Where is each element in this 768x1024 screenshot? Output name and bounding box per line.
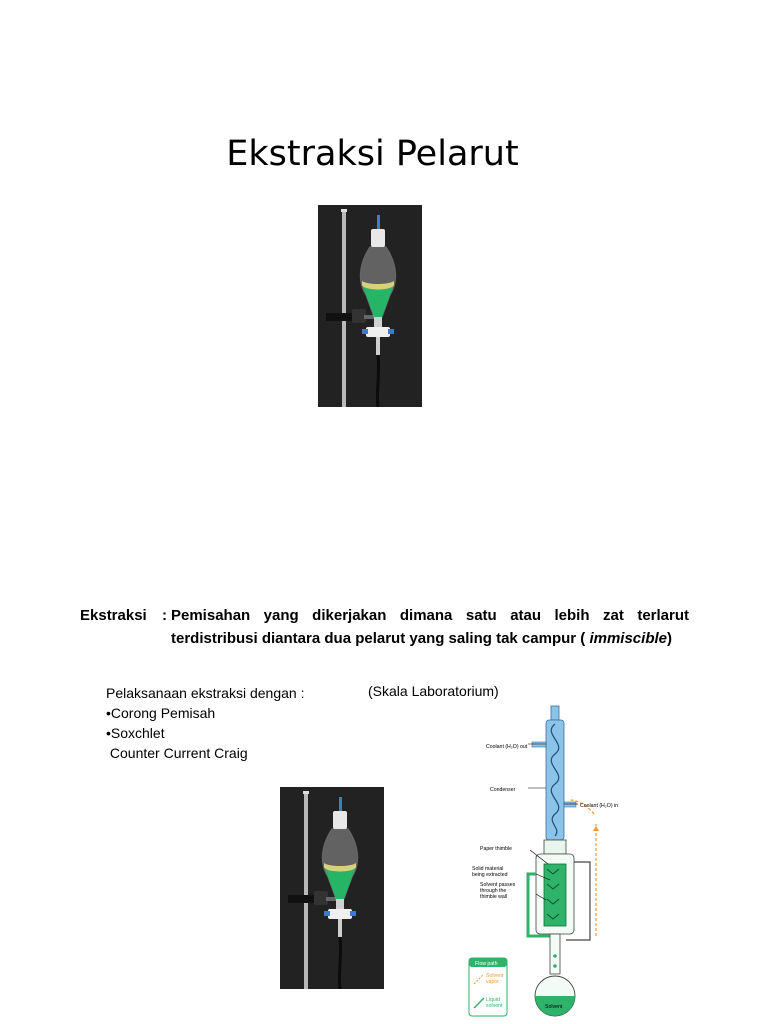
label-solvent-passes-1: Solvent passes: [480, 882, 516, 888]
label-solvent-passes-3: thimble wall: [480, 894, 508, 900]
legend-vapor-1: Solvent: [486, 973, 504, 979]
method-item-3: Counter Current Craig: [106, 745, 248, 761]
legend-vapor-2: vapor: [486, 979, 499, 985]
legend-liquid-2: solvent: [486, 1003, 503, 1009]
separatory-funnel-photo-bottom: [280, 787, 384, 989]
label-coolant-in: Coolant (H₂O) in: [580, 803, 619, 809]
legend-title: Flow path: [475, 961, 498, 967]
label-paper-thimble: Paper thimble: [480, 846, 513, 852]
methods-list: [106, 683, 304, 763]
definition-colon: :: [162, 607, 167, 624]
definition-text-block: [171, 604, 689, 650]
label-solid-material-2: being extracted: [472, 872, 508, 878]
label-solid-material-1: Solid material: [472, 866, 504, 872]
method-item-1: •Corong Pemisah: [106, 705, 216, 721]
separatory-funnel-image: [280, 787, 384, 989]
methods-heading: Pelaksanaan ekstraksi dengan :: [106, 685, 305, 701]
definition-term: Ekstraksi: [80, 607, 147, 624]
scale-note: (Skala Laboratorium): [368, 683, 499, 699]
page-title: Ekstraksi Pelarut: [226, 134, 519, 174]
definition-text: Pemisahan yang dikerjakan dimana satu atau lebih zat terlarut terdistribusi diantara dua pelarut yang saling tak campur: [171, 607, 689, 647]
definition-open-paren: (: [576, 630, 590, 647]
definition-close-paren: ): [667, 630, 672, 647]
label-solvent: Solvent: [545, 1004, 563, 1010]
definition-emphasis: immiscible: [589, 630, 667, 647]
label-coolant-out: Coolant (H₂O) out: [486, 744, 528, 750]
method-item-2: •Soxchlet: [106, 725, 165, 741]
legend-liquid-1: Liquid: [486, 997, 500, 1003]
separatory-funnel-image: [318, 205, 422, 407]
label-solvent-passes-2: through the: [480, 888, 507, 894]
soxhlet-diagram: [466, 704, 631, 1019]
label-condenser: Condenser: [490, 787, 516, 793]
separatory-funnel-photo-top: [318, 205, 422, 407]
